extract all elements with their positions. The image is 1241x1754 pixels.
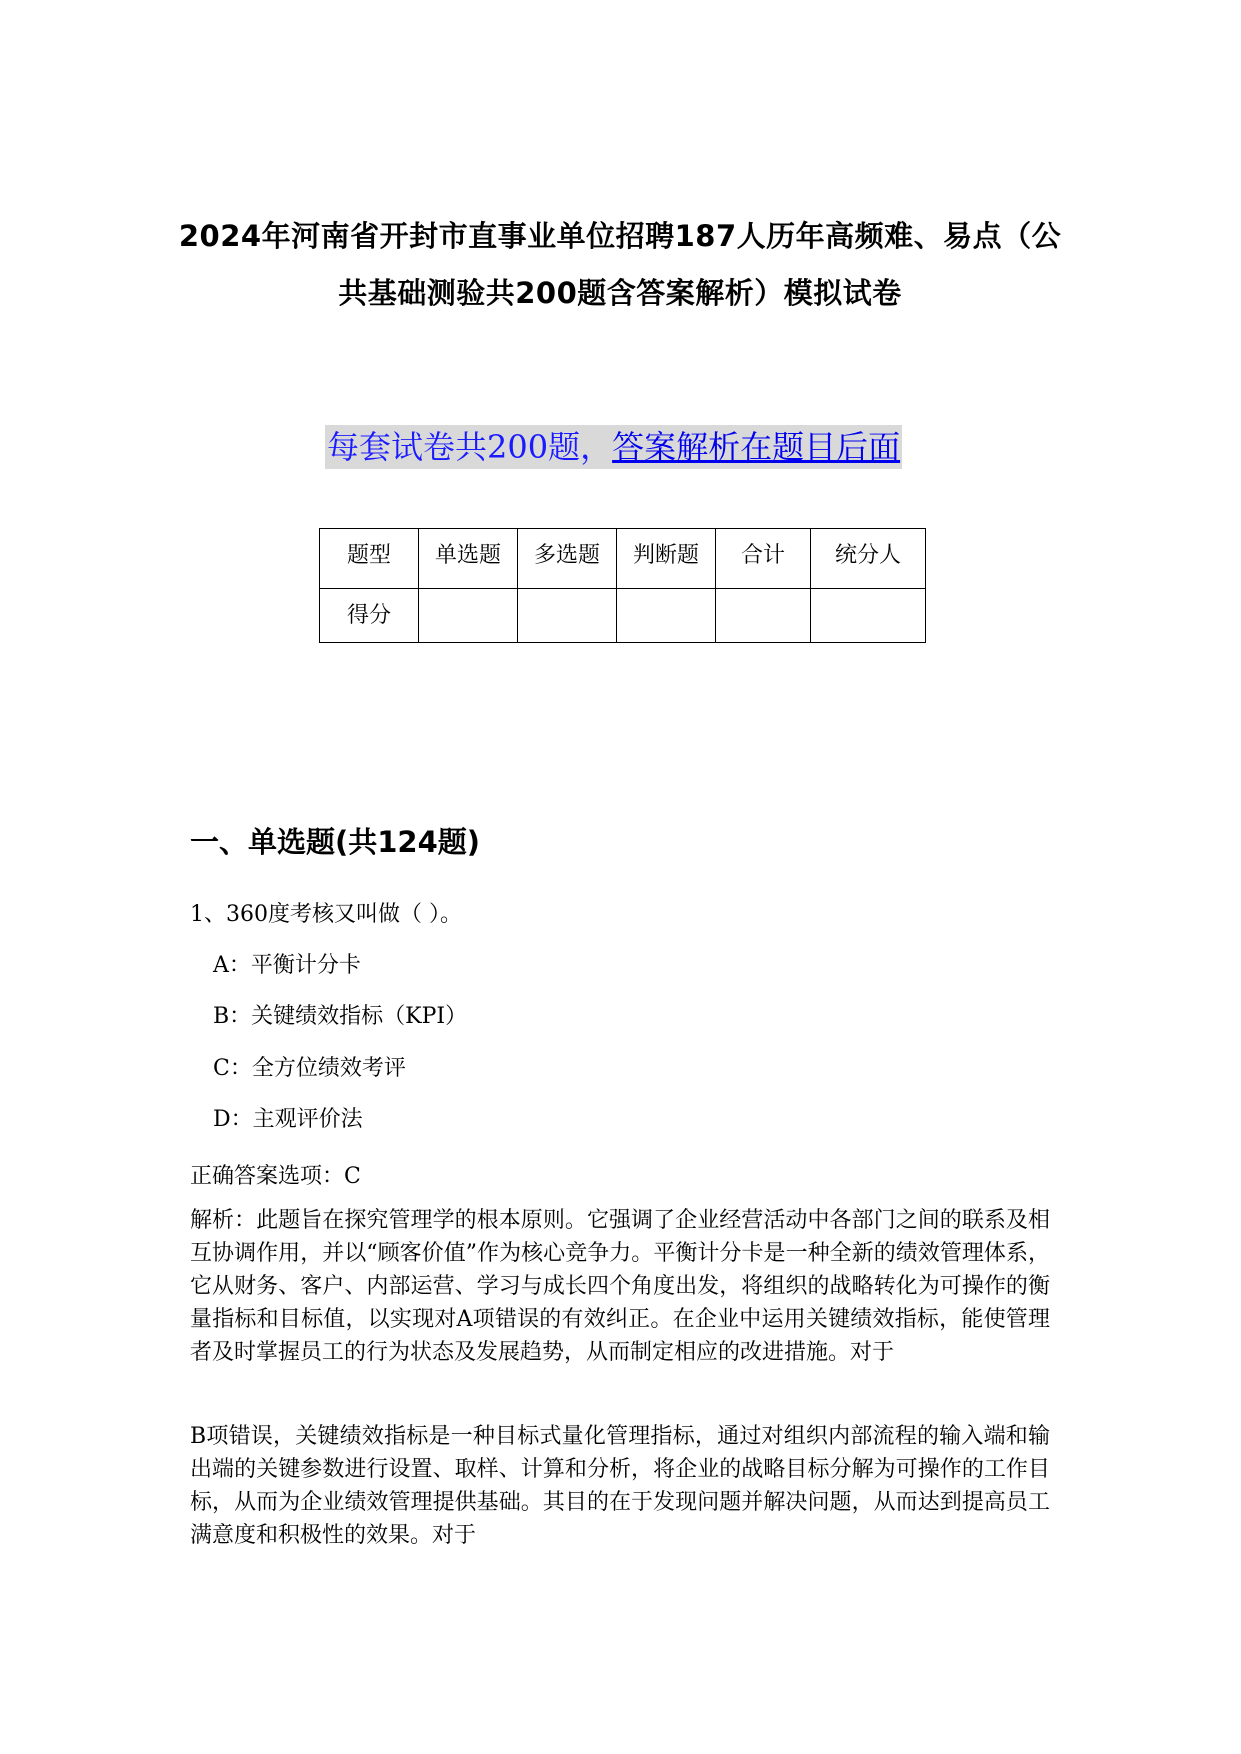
notice-text: 每套试卷共200题，	[327, 428, 613, 466]
score-cell-single[interactable]	[419, 589, 518, 643]
section-title: 一、单选题(共124题)	[190, 825, 481, 859]
header-cell-multi: 多选题	[518, 529, 617, 589]
analysis-paragraph-1: 解析：此题旨在探究管理学的根本原则。它强调了企业经营活动中各部门之间的联系及相互协调作用，并以“顾客价值”作为核心竞争力。平衡计分卡是一种全新的绩效管理体系，它从财务、客户、内部运营、学习与成长四个角度出发，将组织的战略转化为可操作的衡量指标和目标值，以实现对A项错误的有效纠正。在企业中运用关键绩效指标，能使管理者及时掌握员工的行为状态及发展趋势，从而制定相应的改进措施。对于	[190, 1208, 1050, 1365]
correct-answer: 正确答案选项：C	[190, 1164, 361, 1189]
notice-link[interactable]: 答案解析在题目后面	[612, 428, 901, 466]
answer-notice	[325, 425, 902, 469]
question-text: 1、360度考核又叫做（ ）。	[190, 902, 462, 927]
header-cell-judge: 判断题	[617, 529, 716, 589]
option-c: C：全方位绩效考评	[213, 1056, 406, 1081]
header-cell-scorer: 统分人	[811, 529, 926, 589]
score-table	[319, 528, 926, 643]
header-cell-type: 题型	[320, 529, 419, 589]
option-d: D：主观评价法	[213, 1107, 363, 1132]
score-row-label: 得分	[320, 589, 419, 643]
score-table-score-row	[320, 589, 926, 643]
score-cell-total[interactable]	[716, 589, 811, 643]
header-cell-total: 合计	[716, 529, 811, 589]
analysis-paragraph-2: B项错误，关键绩效指标是一种目标式量化管理指标，通过对组织内部流程的输入端和输出端的关键参数进行设置、取样、计算和分析，将企业的战略目标分解为可操作的工作目标，从而为企业绩效管理提供基础。其目的在于发现问题并解决问题，从而达到提高员工满意度和积极性的效果。对于	[190, 1424, 1050, 1548]
score-cell-scorer[interactable]	[811, 589, 926, 643]
score-cell-multi[interactable]	[518, 589, 617, 643]
option-a: A：平衡计分卡	[213, 953, 361, 978]
header-cell-single: 单选题	[419, 529, 518, 589]
score-table-header-row	[320, 529, 926, 589]
document-title: 2024年河南省开封市直事业单位招聘187人历年高频难、易点（公共基础测验共200题含答案解析）模拟试卷	[178, 219, 1062, 310]
score-cell-judge[interactable]	[617, 589, 716, 643]
option-b: B：关键绩效指标（KPI）	[213, 1004, 468, 1029]
